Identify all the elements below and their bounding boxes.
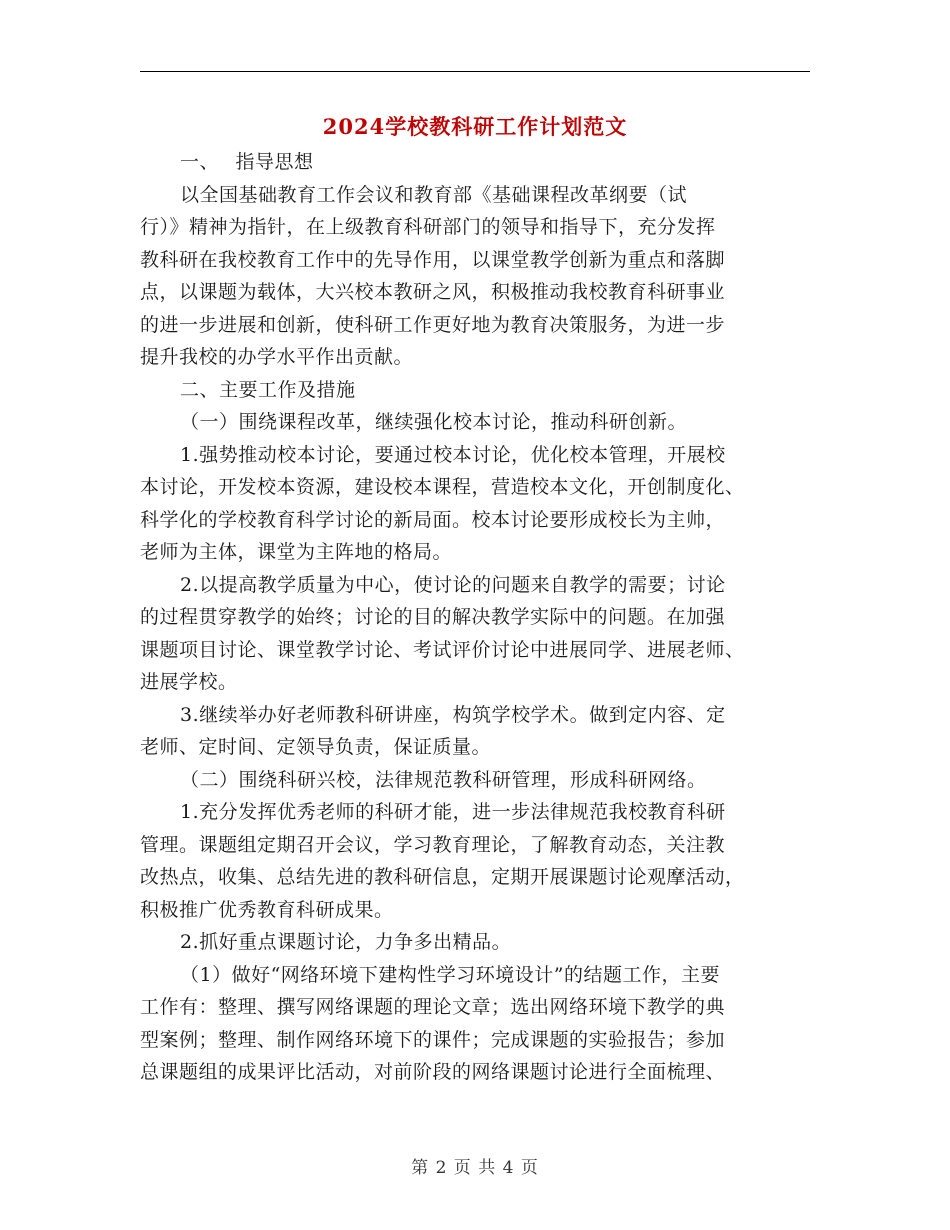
text-line: 科学化的学校教育科学讨论的新局面。校本讨论要形成校长为主帅，: [140, 508, 726, 531]
text-line: 积极推广优秀教育科研成果。: [140, 898, 394, 921]
paragraph: [140, 959, 810, 1089]
text-line: （1）做好“网络环境下建构性学习环境设计”的结题工作，主要: [180, 963, 721, 986]
paragraph: [140, 146, 810, 179]
text-line: 工作有：整理、撰写网络课题的理论文章；选出网络环境下教学的典: [140, 996, 726, 1018]
text-line: 3.继续举办好老师教科研讲座，构筑学校学术。做到定内容、定: [180, 703, 726, 726]
text-line: 点，以课题为载体，大兴校本教研之风，积极推动我校教育科研事业: [140, 281, 726, 303]
text-line: 的进一步进展和创新，使科研工作更好地为教育决策服务，为进一步: [140, 313, 726, 336]
text-line: 本讨论，开发校本资源，建设校本课程，营造校本文化，开创制度化、: [140, 476, 745, 498]
paragraph: [140, 569, 810, 699]
text-line: 2.抓好重点课题讨论，力争多出精品。: [180, 931, 512, 953]
paragraph: [140, 699, 810, 764]
text-line: 改热点，收集、总结先进的教科研信息，定期开展课题讨论观摩活动，: [140, 866, 745, 888]
text-line: 以全国基础教育工作会议和教育部《基础课程改革纲要（试: [180, 183, 688, 206]
text-line: 2.以提高教学质量为中心，使讨论的问题来自教学的需要；讨论: [180, 573, 726, 596]
text-line: 的过程贯穿教学的始终；讨论的目的解决教学实际中的问题。在加强: [140, 606, 726, 628]
document-title: 2024学校教科研工作计划范文: [322, 114, 628, 139]
text-line: 二、主要工作及措施: [180, 378, 356, 401]
text-line: 一、 指导思想: [180, 151, 314, 173]
document-body: [140, 146, 810, 1089]
paragraph: [140, 926, 810, 959]
text-line: 1.充分发挥优秀老师的科研才能，进一步法律规范我校教育科研: [180, 801, 726, 823]
text-line: 老师为主体，课堂为主阵地的格局。: [140, 541, 453, 563]
text-line: 1.强势推动校本讨论，要通过校本讨论，优化校本管理，开展校: [180, 443, 726, 466]
text-line: （二）围绕科研兴校，法律规范教科研管理，形成科研网络。: [180, 768, 707, 791]
paragraph: [140, 374, 810, 407]
text-line: 管理。课题组定期召开会议，学习教育理论，了解教育动态，关注教: [140, 833, 726, 856]
paragraph: [140, 179, 810, 374]
paragraph: [140, 796, 810, 926]
paragraph: [140, 406, 810, 439]
text-line: 进展学校。: [140, 671, 238, 693]
text-line: 课题项目讨论、课堂教学讨论、考试评价讨论中进展同学、进展老师、: [140, 638, 745, 661]
text-line: 总课题组的成果评比活动，对前阶段的网络课题讨论进行全面梳理、: [140, 1061, 726, 1083]
text-line: 教科研在我校教育工作中的先导作用，以课堂教学创新为重点和落脚: [140, 248, 726, 271]
text-line: 型案例；整理、制作网络环境下的课件；完成课题的实验报告；参加: [140, 1028, 726, 1051]
paragraph: [140, 764, 810, 797]
text-line: 老师、定时间、定领导负责，保证质量。: [140, 736, 492, 758]
page-number: 第 2 页 共 4 页: [411, 1158, 539, 1178]
text-line: （一）围绕课程改革，继续强化校本讨论，推动科研创新。: [180, 411, 688, 433]
header-rule: [140, 71, 810, 72]
text-line: 提升我校的办学水平作出贡献。: [140, 346, 414, 368]
paragraph: [140, 439, 810, 569]
text-line: 行）》精神为指针，在上级教育科研部门的领导和指导下，充分发挥: [140, 216, 716, 238]
